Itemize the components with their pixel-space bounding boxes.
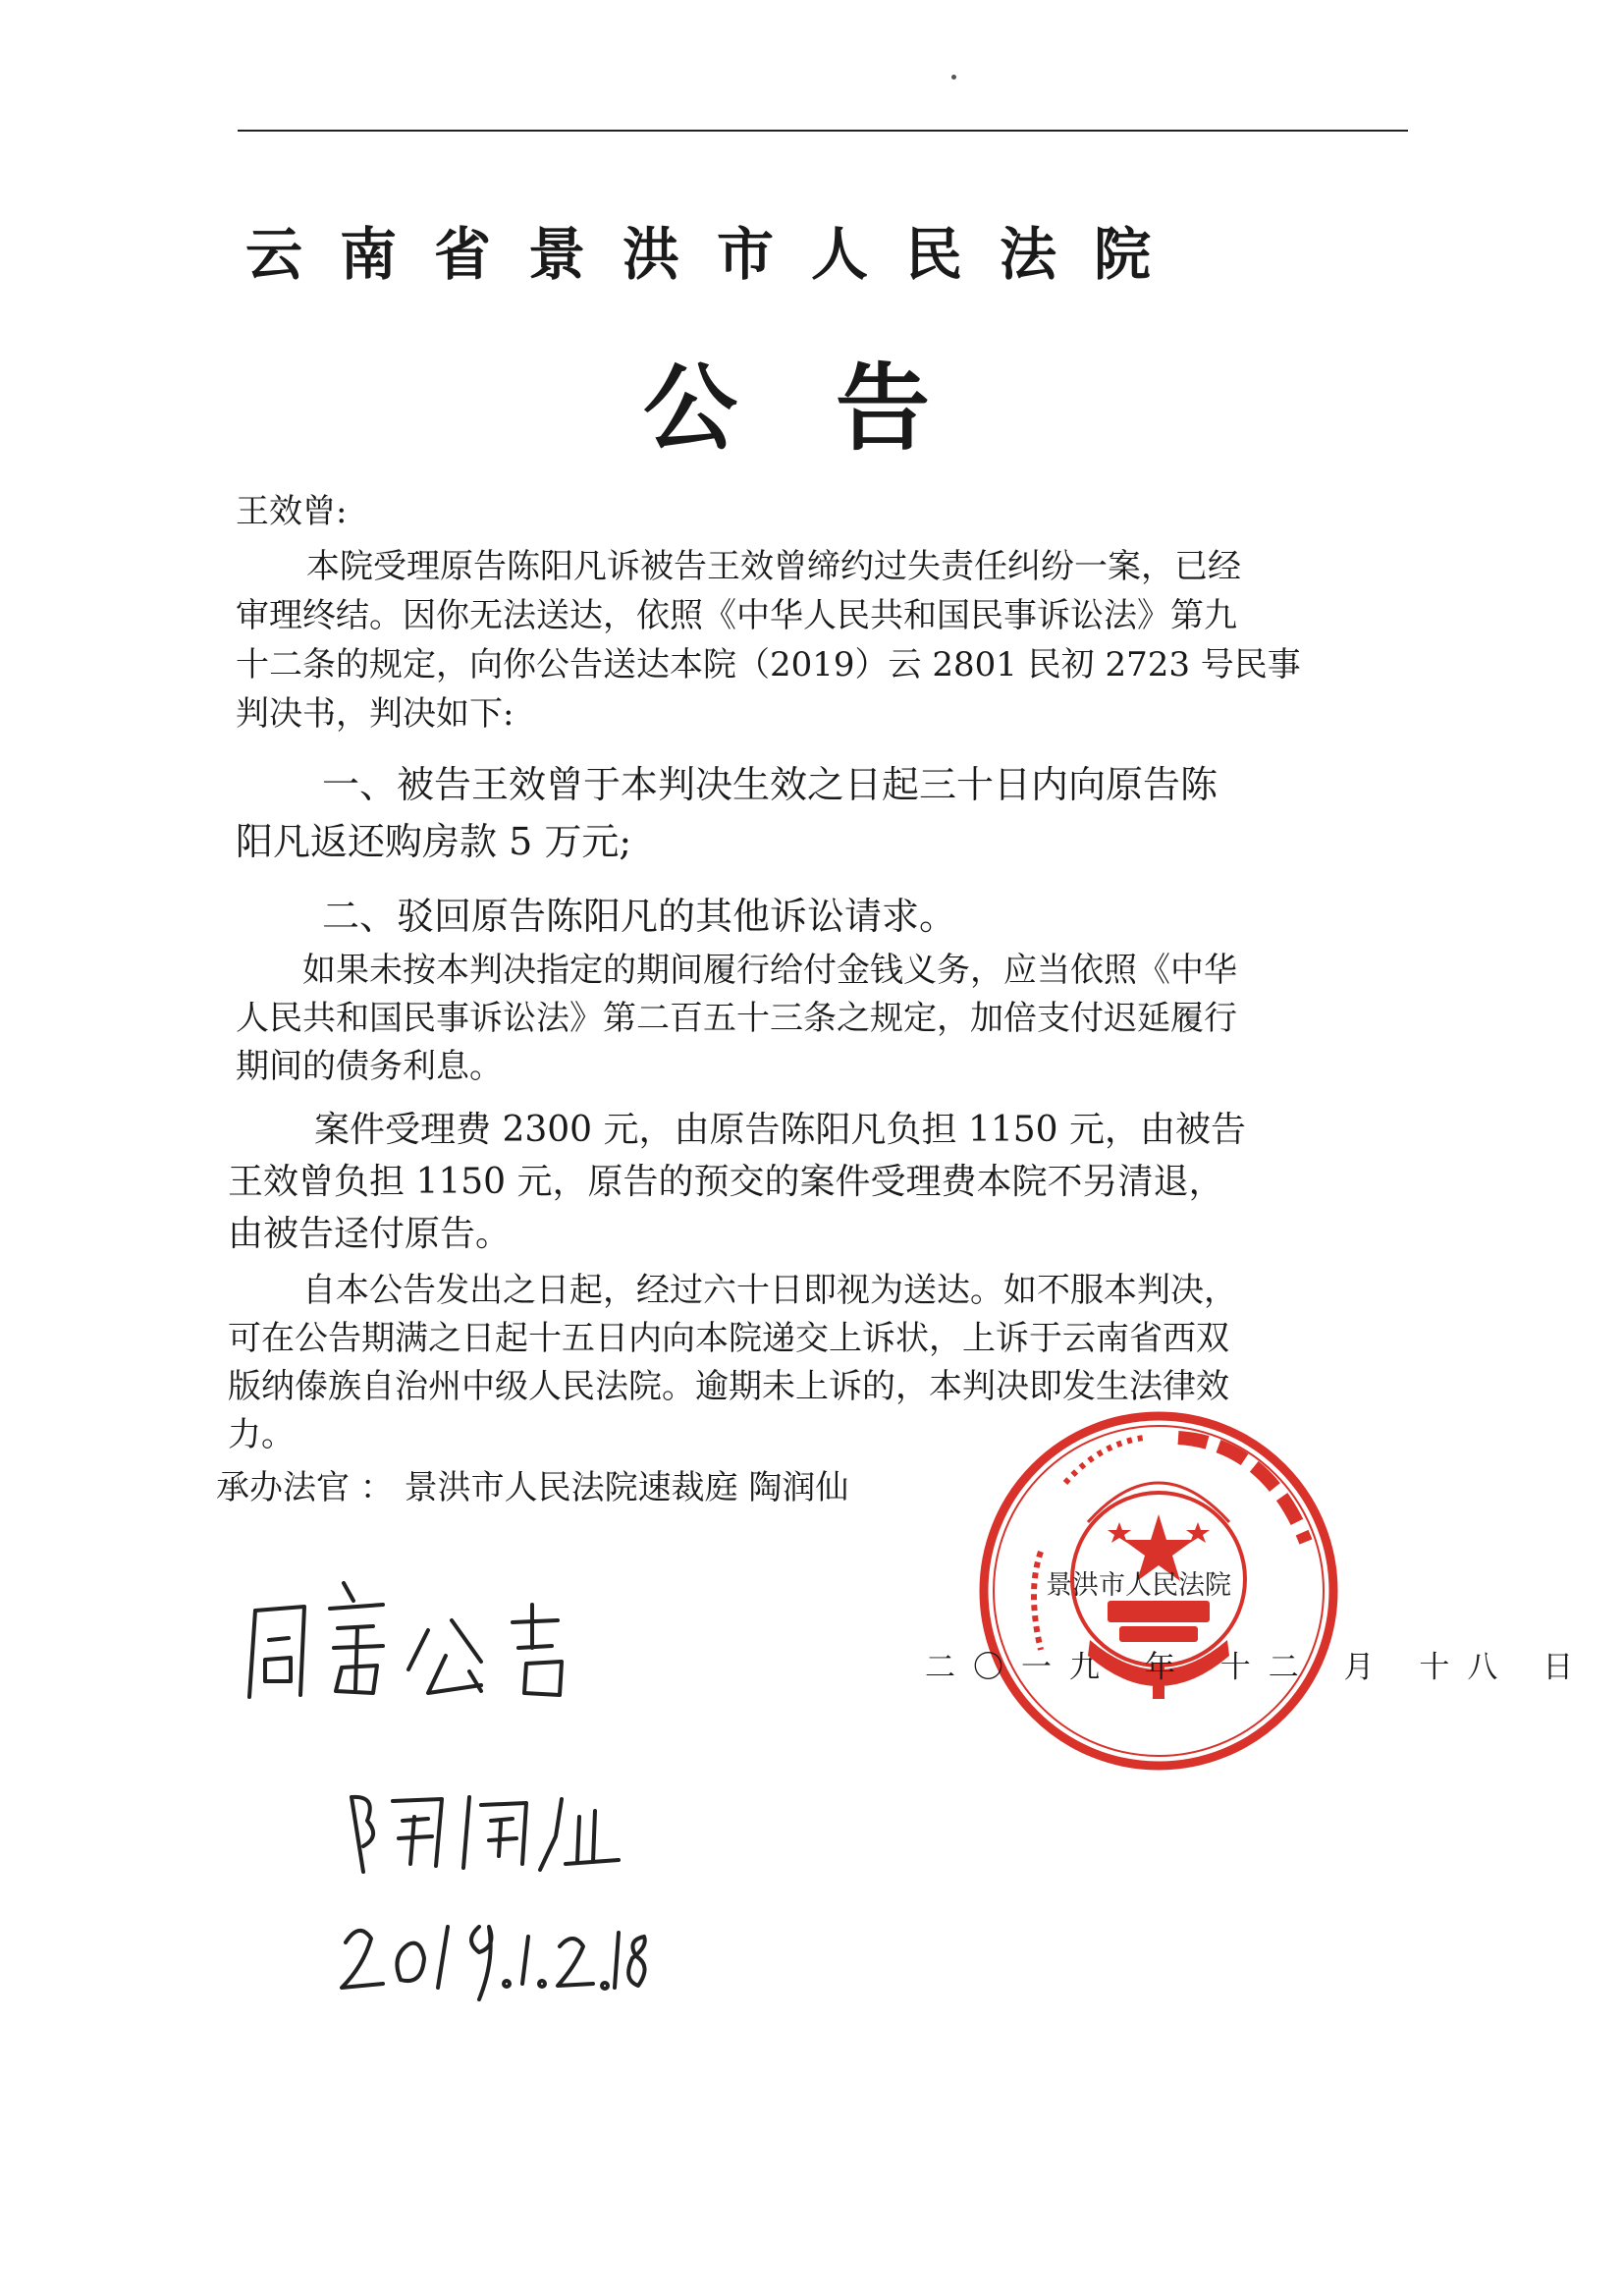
paragraph-line: 如果未按本判决指定的期间履行给付金钱义务，应当依照《中华 [302, 951, 1237, 990]
paragraph-fees [228, 1104, 1246, 1260]
paragraph-line: 阳凡返还购房款 5 万元; [236, 820, 632, 863]
paragraph-line: 自本公告发出之日起，经过六十日即视为送达。如不服本判决， [302, 1271, 1237, 1310]
paragraph-line: 一、被告王效曾于本判决生效之日起三十日内向原告陈 [322, 763, 1218, 806]
handwritten-approval [236, 1571, 609, 1719]
document-title: 公告 [643, 354, 1028, 464]
addressee: 王效曾: [236, 492, 348, 531]
paragraph-line: 十二条的规定，向你公告送达本院（2019）云 2801 民初 2723 号民事 [236, 645, 1301, 684]
scan-speck [951, 75, 956, 80]
paragraph-intro [236, 542, 1301, 738]
paragraph-line: 版纳傣族自治州中级人民法院。逾期未上诉的，本判决即发生法律效 [228, 1367, 1229, 1406]
paragraph-interest [236, 947, 1237, 1091]
paragraph-line: 人民共和国民事诉讼法》第二百五十三条之规定，加倍支付迟延履行 [236, 999, 1237, 1038]
judgment-item-1 [236, 756, 1218, 870]
paragraph-line: 判决书，判决如下: [236, 694, 514, 734]
paragraph-line: 审理终结。因你无法送达，依照《中华人民共和国民事诉讼法》第九 [236, 596, 1237, 635]
paragraph-line: 力。 [228, 1415, 295, 1454]
paragraph-line: 由被告迳付原告。 [228, 1214, 512, 1254]
court-name: 云南省景洪市人民法院 [245, 221, 1189, 288]
judgment-item-2: 二、驳回原告陈阳凡的其他诉讼请求。 [322, 895, 957, 938]
paragraph-line: 本院受理原告陈阳凡诉被告王效曾缔约过失责任纠纷一案，已经 [306, 547, 1241, 586]
judge-line: 承办法官 ： 景洪市人民法院速裁庭 陶润仙 [216, 1468, 849, 1507]
paragraph-line: 可在公告期满之日起十五日内向本院递交上诉状，上诉于云南省西双 [228, 1319, 1229, 1358]
seal-issuer-text: 景洪市人民法院 [1046, 1570, 1231, 1601]
header-rule [238, 130, 1408, 132]
paragraph-line: 期间的债务利息。 [236, 1047, 503, 1086]
handwritten-signature [334, 1777, 648, 1886]
paragraph-line: 案件受理费 2300 元，由原告陈阳凡负担 1150 元，由被告 [314, 1110, 1247, 1150]
paragraph-line: 王效曾负担 1150 元，原告的预交的案件受理费本院不另清退， [228, 1162, 1224, 1202]
issue-date: 二〇一九 年 十二 月 十八 日 [925, 1650, 1592, 1685]
handwritten-date [332, 1897, 656, 2005]
